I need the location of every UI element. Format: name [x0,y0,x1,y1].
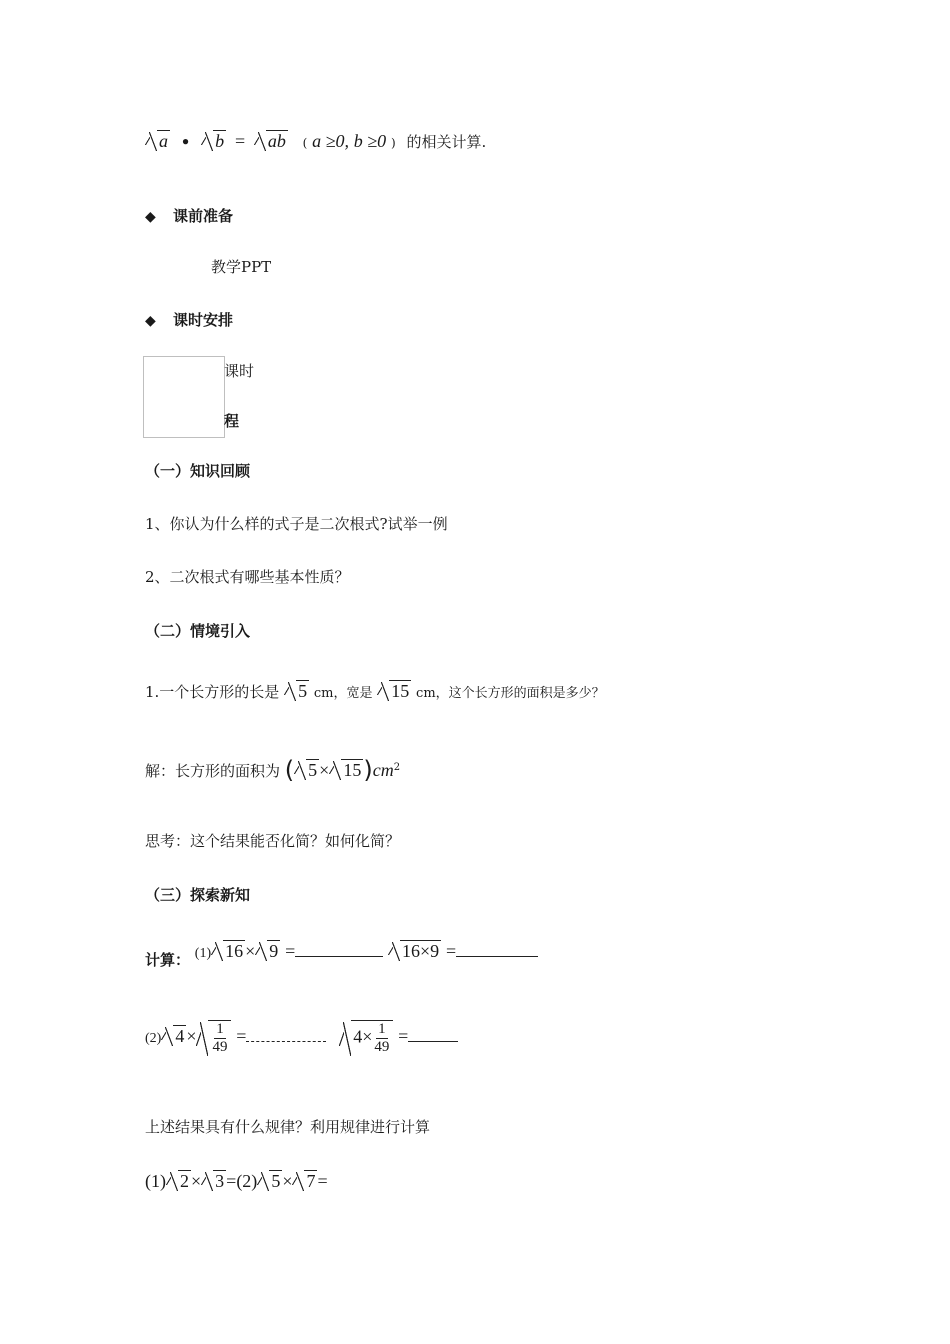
part1-question-2: 2、二次根式有哪些基本性质？ [145,568,350,586]
part3-title: （三）探索新知 [145,886,251,904]
diamond-bullet-icon: ◆ [145,313,156,329]
solution-unit: cm [372,760,394,780]
item2-eq: = [236,1026,247,1047]
solution-prefix: 解：长方形的面积为 [145,762,281,780]
ex1-eq: = [226,1171,237,1191]
problem-mid: cm，宽是 [313,686,373,701]
ex1-sqrt-2: 2 [166,1170,191,1191]
section-schedule-heading [145,310,233,331]
answer-blank-2[interactable] [456,944,538,957]
ex1-times: × [191,1171,202,1191]
prep-item: 教学PPT [211,258,272,276]
problem-sqrt-15: 15 [377,681,411,701]
exercise-line [145,1170,328,1191]
part2-think: 思考：这个结果能否化简？如何化简？ [145,832,401,850]
section-schedule-title: 课时安排 [173,311,234,329]
formula-equals: = [234,131,246,151]
part2-solution [145,756,401,784]
condition-b: b ≥0 [353,131,387,151]
formula-sqrt-ab: ab [254,131,288,151]
solution-sqrt-15: 15 [329,760,363,780]
paren-open: ( [284,756,295,784]
condition-open: ( [302,136,308,150]
ex2-times: × [282,1171,293,1191]
problem-prefix: 1.一个长方形的长是 [145,683,280,701]
formula-line [145,130,486,153]
item1-times: × [245,941,256,961]
item1-sqrt-16: 16 [211,941,245,961]
problem-sqrt-5: 5 [284,681,309,701]
solution-unit-exp: 2 [393,762,401,773]
part2-title: （二）情境引入 [145,622,251,640]
ex1-label: (1) [145,1171,166,1191]
item2-label: (2) [145,1031,162,1047]
section-prep-heading [145,206,233,227]
answer-blank-4[interactable] [408,1029,458,1042]
formula-sqrt-a: a [145,131,170,151]
problem-suffix: cm，这个长方形的面积是多少？ [416,686,605,701]
item1-sqrt-9: 9 [255,941,280,961]
schedule-text: 课时 [224,362,255,380]
item1-label: (1) [194,946,212,961]
ex2-label: (2) [236,1171,258,1191]
item2-sqrt-4x-frac: 4× $\frac{1}{49}$ [339,1026,393,1046]
ex2-sqrt-7: 7 [292,1170,317,1191]
calc-line-1 [145,940,538,969]
ex2-eq: = [317,1171,328,1191]
diamond-bullet-icon: ◆ [145,209,156,225]
ex1-sqrt-3: 3 [201,1170,226,1191]
condition-close: ) [390,136,396,150]
section-prep-title: 课前准备 [173,207,234,225]
solution-times: × [319,760,330,780]
formula-suffix: 的相关计算. [406,133,487,151]
rule-text: 上述结果具有什么规律？利用规律进行计算 [145,1118,431,1136]
calc-label: 计算： [145,951,191,969]
formula-sqrt-b: b [201,131,226,151]
item1-eq-2: = [445,941,457,961]
answer-blank-1[interactable] [295,944,383,957]
part2-problem [145,680,605,704]
condition-a: a ≥0, [312,131,350,151]
item1-sqrt-16x9: 16×9 [388,941,441,961]
ex2-sqrt-5: 5 [257,1170,282,1191]
calc-line-2 [145,1020,458,1056]
paren-close: ) [363,756,373,784]
item2-times: × [186,1026,197,1047]
part1-question-1: 1、你认为什么样的式子是二次根式?试举一例 [145,515,448,533]
item2-eq-2: = [398,1026,409,1047]
item1-eq: = [285,941,296,961]
dot-operator: • [180,133,191,151]
solution-sqrt-5: 5 [294,760,319,780]
image-placeholder-box [143,356,225,438]
answer-blank-3[interactable] [246,1029,326,1042]
item2-sqrt-frac: $\frac{1}{49}$ [196,1026,231,1046]
item2-sqrt-4: 4 [161,1026,186,1046]
part1-title: （一）知识回顾 [145,462,251,480]
process-text: 程 [224,412,240,430]
